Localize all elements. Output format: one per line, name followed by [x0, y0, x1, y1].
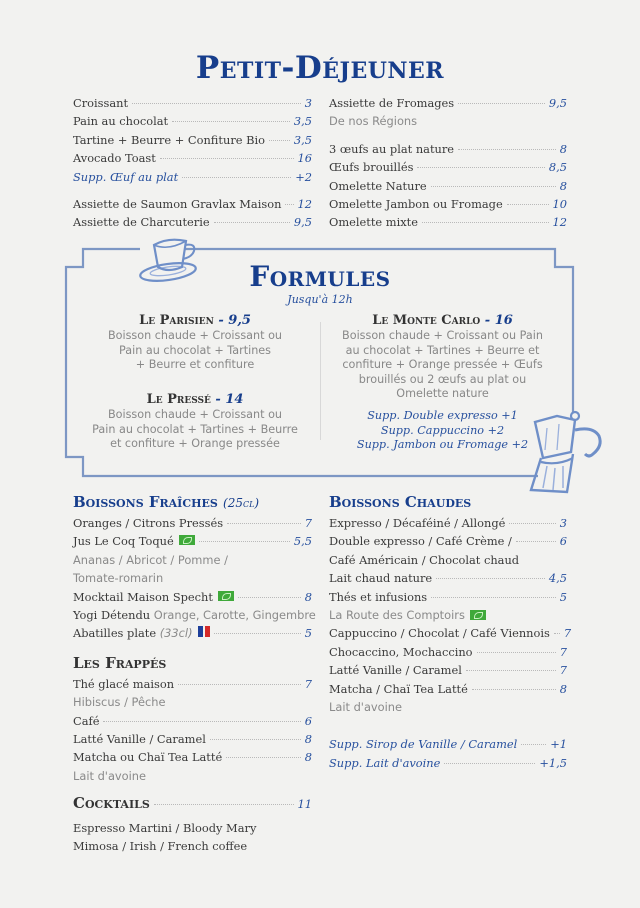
section-title-frappes: Les Frappés [73, 653, 167, 672]
menu-item: Café Américain / Chocolat chaud [329, 552, 520, 567]
item-description: De nos Régions [329, 114, 418, 129]
menu-item: Assiette de Saumon Gravlax Maison 12 [73, 196, 312, 211]
menu-item: Assiette de Fromages 9,5 [329, 96, 567, 110]
menu-item: Pain au chocolat 3,5 [73, 114, 312, 129]
formule-le-parisien: Le Parisien - 9,5 Boisson chaude + Croissant ou Pain au chocolat + Tartines + Beurre et confiture [107, 313, 283, 372]
hot-drinks-column [329, 490, 572, 772]
menu-item: Latté Vanille / Caramel 7 [329, 663, 567, 678]
menu-item: 3 œufs au plat nature 8 [329, 141, 567, 156]
item-description: Tomate-romarin [73, 571, 164, 586]
formules-title: Formules [249, 260, 391, 293]
french-flag-icon [198, 626, 210, 637]
menu-item: Oranges / Citrons Pressés 7 [73, 516, 312, 530]
menu-item: Croissant 3 [73, 96, 312, 110]
menu-item: Mocktail Maison Specht 8 [73, 589, 312, 604]
page-title: Petit-Déjeuner [195, 50, 445, 86]
menu-item: Latté Vanille / Caramel 8 [73, 731, 312, 746]
formule-le-presse: Le Pressé - 14 Boisson chaude + Croissant ou Pain au chocolat + Tartines + Beurre et confiture + Orange pressée [92, 392, 298, 451]
menu-item: Café 6 [73, 713, 312, 728]
supplement-item: Supp. Lait d'avoine +1,5 [329, 755, 567, 770]
menu-item: Expresso / Décaféiné / Allongé 3 [329, 516, 567, 530]
section-title-boissons-fraiches: Boissons Fraîches (25cl) [73, 493, 260, 511]
section-title-cocktails: Cocktails 11 [73, 794, 312, 813]
menu-item: Œufs brouillés 8,5 [329, 160, 567, 175]
menu-item: Omelette mixte 12 [329, 215, 567, 230]
formules-divider [320, 322, 321, 440]
menu-item: Espresso Martini / Bloody Mary [73, 821, 257, 836]
item-description: Lait d'avoine [329, 699, 403, 714]
menu-item: Cappuccino / Chocolat / Café Viennois 7 [329, 626, 572, 641]
menu-item: Double expresso / Café Crème / 6 [329, 534, 567, 549]
menu-item: Jus Le Coq Toqué 5,5 [73, 534, 312, 549]
menu-item: Omelette Nature 8 [329, 178, 567, 193]
menu-item: Thé glacé maison 7 [73, 676, 312, 691]
menu-item: Abatilles plate (33cl) 5 [73, 626, 312, 641]
item-description: Ananas / Abricot / Pomme / [73, 552, 228, 567]
supplement-item: Supp. Sirop de Vanille / Caramel +1 [329, 737, 567, 752]
organic-leaf-icon [470, 610, 486, 620]
organic-leaf-icon [218, 591, 234, 601]
menu-item: Thés et infusions 5 [329, 589, 567, 604]
formules-subtitle: Jusqu'à 12h [287, 293, 353, 306]
menu-item: Tartine + Beurre + Confiture Bio 3,5 [73, 132, 312, 147]
menu-item: Matcha ou Chaï Tea Latté 8 [73, 750, 312, 765]
menu-item: Omelette Jambon ou Fromage 10 [329, 196, 567, 211]
formule-le-monte-carlo: Le Monte Carlo - 16 Boisson chaude + Croissant ou Pain au chocolat + Tartines + Beurre et confiture + Orange pressée + Œufs brouillés ou 2 œufs au plat ou Omelette nature Supp. Double expresso +1 Supp. Cappuccino +2 Supp. Jambon ou Fromage +2 [342, 313, 543, 452]
item-description: Lait d'avoine [73, 768, 147, 783]
menu-item: Mimosa / Irish / French coffee [73, 839, 248, 854]
menu-item: Avocado Toast 16 [73, 151, 312, 166]
item-description: Hibiscus / Pêche [73, 695, 166, 710]
item-description: La Route des Comptoirs [329, 606, 567, 624]
menu-item: Chocaccino, Mochaccino 7 [329, 644, 567, 659]
menu-item: Yogi Détendu Orange, Carotte, Gingembre [73, 607, 316, 622]
menu-item: Lait chaud nature 4,5 [329, 571, 567, 586]
menu-item: Matcha / Chaï Tea Latté 8 [329, 681, 567, 696]
organic-leaf-icon [179, 535, 195, 545]
menu-item: Assiette de Charcuterie 9,5 [73, 215, 312, 230]
section-title-boissons-chaudes: Boissons Chaudes [329, 493, 472, 511]
cold-drinks-column [73, 490, 316, 856]
supplement-item: Supp. Œuf au plat +2 [73, 169, 312, 184]
